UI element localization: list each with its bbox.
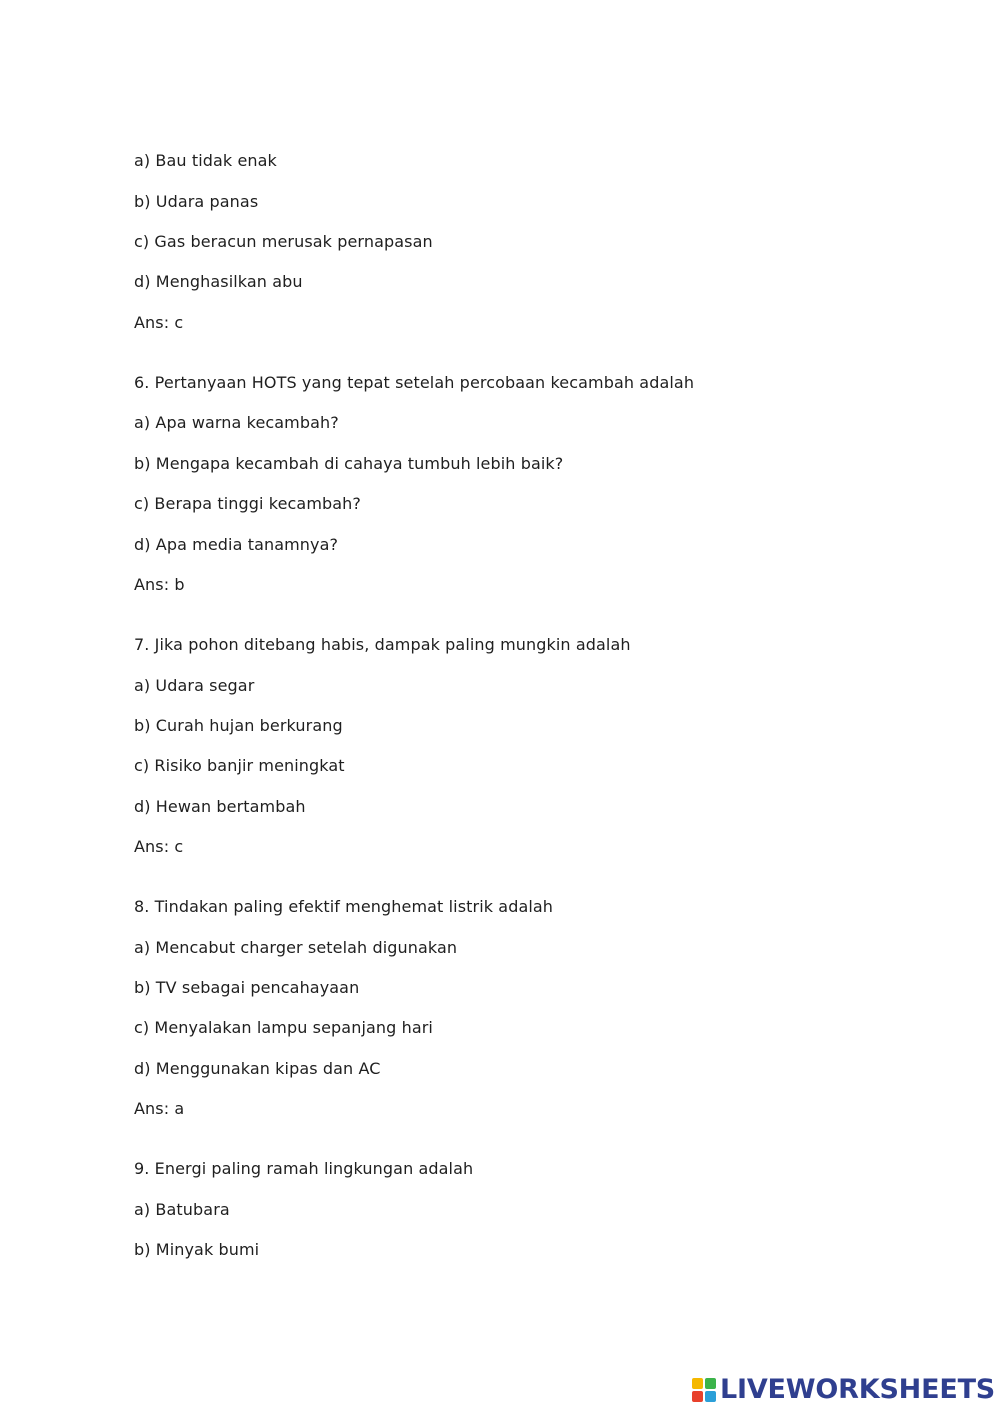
option-line: a) Bau tidak enak	[134, 151, 277, 170]
option-line: a) Udara segar	[134, 676, 255, 695]
option-line: d) Menggunakan kipas dan AC	[134, 1059, 381, 1078]
option-line: b) Mengapa kecambah di cahaya tumbuh lebih baik?	[134, 454, 564, 473]
option-line: d) Apa media tanamnya?	[134, 535, 339, 554]
answer-line: Ans: a	[134, 1099, 185, 1118]
option-line: c) Risiko banjir meningkat	[134, 756, 345, 775]
option-line: d) Hewan bertambah	[134, 797, 306, 816]
answer-line: Ans: c	[134, 313, 184, 332]
option-line: b) Udara panas	[134, 192, 259, 211]
answer-line: Ans: c	[134, 837, 184, 856]
liveworksheets-logo	[692, 1374, 995, 1406]
question-7: 7. Jika pohon ditebang habis, dampak paling mungkin adalah	[134, 635, 631, 654]
option-line: a) Apa warna kecambah?	[134, 413, 339, 432]
question-8: 8. Tindakan paling efektif menghemat listrik adalah	[134, 897, 554, 916]
option-line: b) Minyak bumi	[134, 1240, 260, 1259]
option-line: c) Gas beracun merusak pernapasan	[134, 232, 433, 251]
option-line: b) TV sebagai pencahayaan	[134, 978, 360, 997]
question-6: 6. Pertanyaan HOTS yang tepat setelah percobaan kecambah adalah	[134, 373, 695, 392]
option-line: a) Batubara	[134, 1200, 230, 1219]
answer-line: Ans: b	[134, 575, 185, 594]
option-line: b) Curah hujan berkurang	[134, 716, 343, 735]
option-line: d) Menghasilkan abu	[134, 272, 303, 291]
option-line: c) Menyalakan lampu sepanjang hari	[134, 1018, 433, 1037]
option-line: c) Berapa tinggi kecambah?	[134, 494, 361, 513]
option-line: a) Mencabut charger setelah digunakan	[134, 938, 458, 957]
liveworksheets-logo-icon	[692, 1378, 716, 1402]
logo-text: LIVEWORKSHEETS	[720, 1374, 996, 1405]
question-9: 9. Energi paling ramah lingkungan adalah	[134, 1159, 474, 1178]
